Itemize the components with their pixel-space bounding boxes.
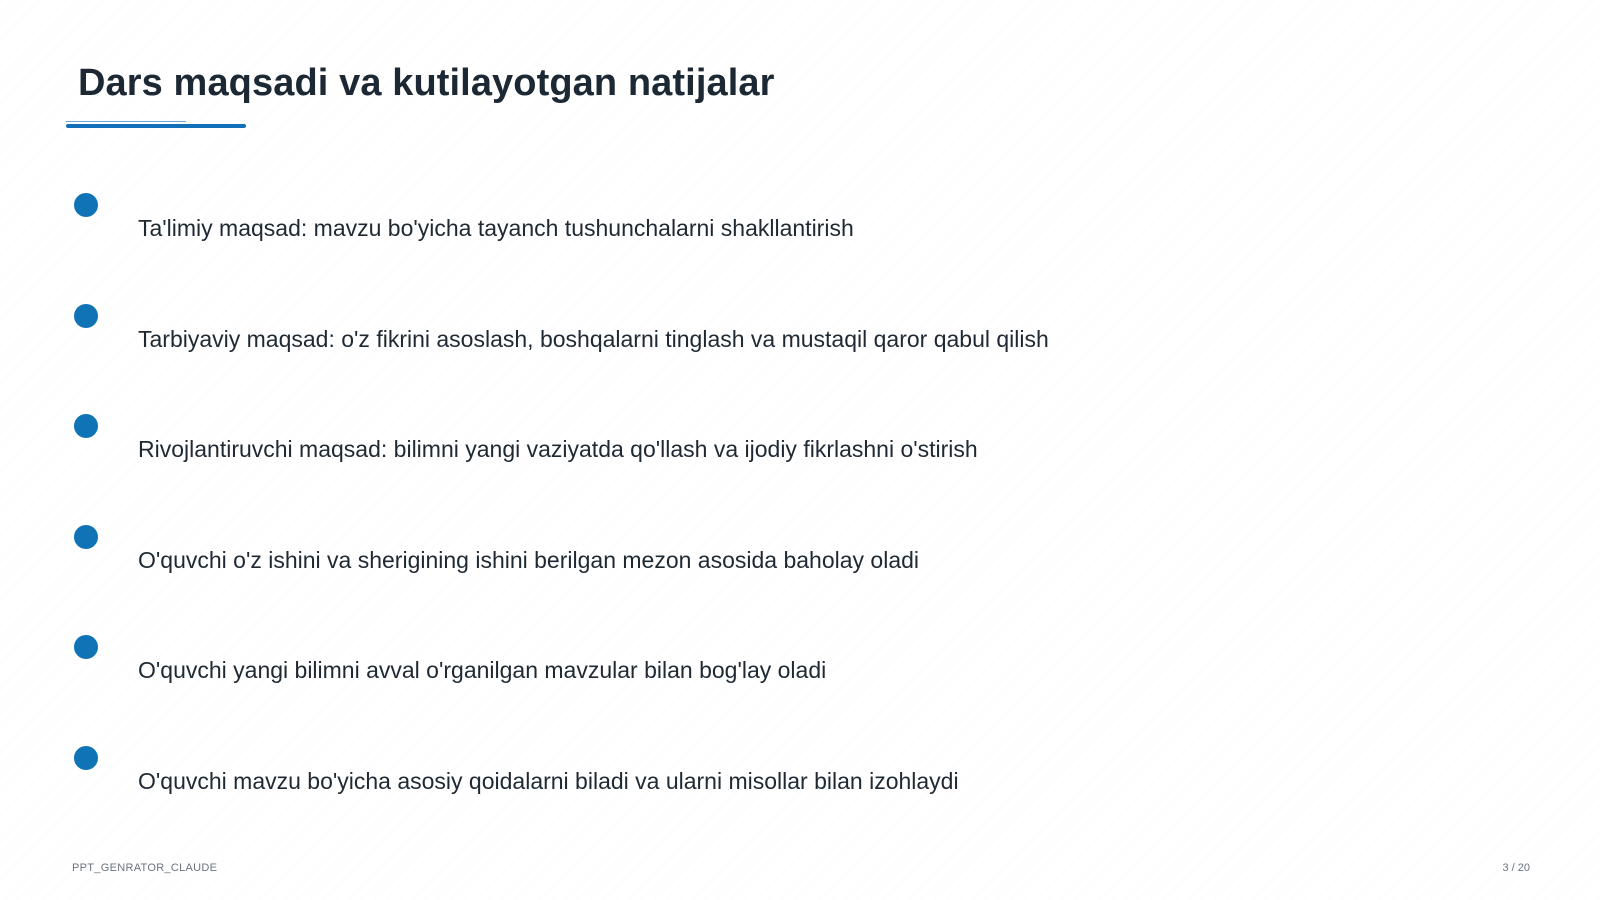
bullet-text: O'quvchi mavzu bo'yicha asosiy qoidalarni biladi va ularni misollar bilan izohlaydi — [138, 768, 959, 794]
bullet-dot-icon — [74, 193, 98, 217]
bullet-item — [72, 746, 1472, 826]
bullet-text: Ta'limiy maqsad: mavzu bo'yicha tayanch tushunchalarni shakllantirish — [138, 215, 854, 241]
bullet-item — [72, 525, 1472, 605]
bullet-item — [72, 414, 1472, 494]
bullet-text: Rivojlantiruvchi maqsad: bilimni yangi vaziyatda qo'llash va ijodiy fikrlashni o'stirish — [138, 436, 978, 462]
bullet-dot-icon — [74, 635, 98, 659]
bullet-dot-icon — [74, 746, 98, 770]
bullet-dot-icon — [74, 525, 98, 549]
bullet-text: Tarbiyaviy maqsad: o'z fikrini asoslash, boshqalarni tinglash va mustaqil qaror qabul qilish — [138, 326, 1049, 352]
bullet-dot-icon — [74, 414, 98, 438]
footer-source-label: PPT_GENRATOR_CLAUDE — [72, 862, 218, 874]
slide-title: Dars maqsadi va kutilayotgan natijalar — [78, 62, 775, 104]
page-indicator: 3 / 20 — [1502, 862, 1530, 874]
bullet-item — [72, 635, 1472, 715]
bullet-item — [72, 193, 1472, 273]
bullet-dot-icon — [74, 304, 98, 328]
bullet-item — [72, 304, 1472, 384]
bullet-text: O'quvchi yangi bilimni avval o'rganilgan mavzular bilan bog'lay oladi — [138, 657, 827, 683]
bullet-text: O'quvchi o'z ishini va sherigining ishini berilgan mezon asosida baholay oladi — [138, 547, 920, 573]
